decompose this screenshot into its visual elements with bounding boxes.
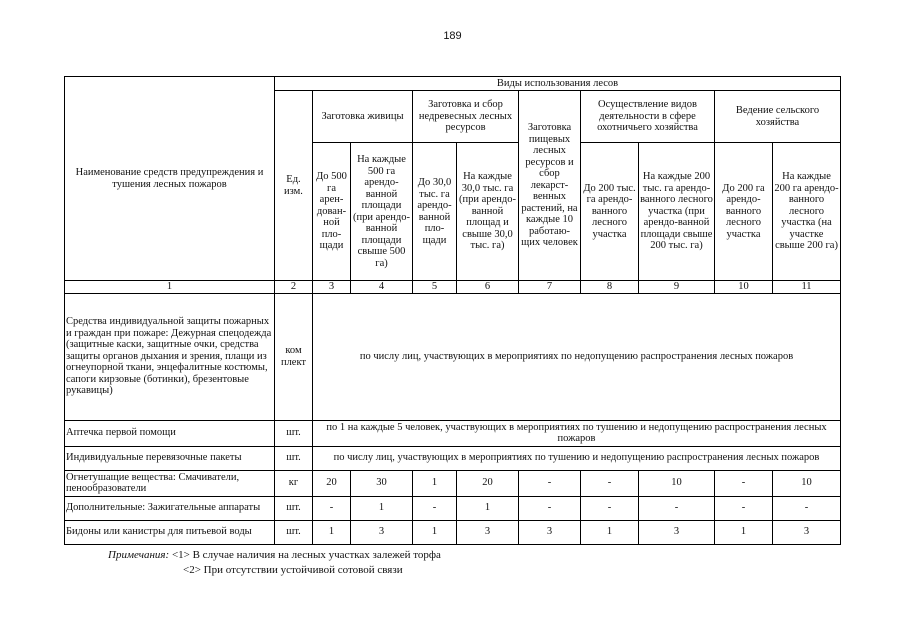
row-value: 1 — [413, 520, 457, 544]
header-unit: Ед. изм. — [275, 91, 313, 281]
table-row — [65, 520, 841, 544]
row-value: 3 — [457, 520, 519, 544]
header-group-title: Виды использования лесов — [275, 77, 841, 91]
row-value: 10 — [639, 470, 715, 496]
row-unit: шт. — [275, 420, 313, 446]
row-value: 1 — [715, 520, 773, 544]
table-row — [65, 420, 841, 446]
row-value: - — [581, 496, 639, 520]
header-name: Наименование средств предупреждения и тушения лесных пожаров — [65, 77, 275, 281]
col-num: 11 — [773, 281, 841, 294]
row-value: - — [715, 496, 773, 520]
col-num: 7 — [519, 281, 581, 294]
header-sub-6: На каждые 30,0 тыс. га (при арендо-ванной площад и свыше 30,0 тыс. га) — [457, 143, 519, 281]
header-group-2: Заготовка и сбор недревесных лесных ресурсов — [413, 91, 519, 143]
row-name: Средства индивидуальной защиты пожарных и граждан при пожаре: Дежурная спецодежда (защитные каски, защитные очки, средства защиты органов дыхания и зрения, плащи из огнеупорной ткани, энцефалитные костюмы, сапоги кирзовые (ботинки), брезентовые рукавицы) — [65, 293, 275, 420]
row-merged-value: по 1 на каждые 5 человек, участвующих в мероприятиях по тушению и недопущению распространения лесных пожаров — [313, 420, 841, 446]
col-num: 6 — [457, 281, 519, 294]
col-num: 3 — [313, 281, 351, 294]
note-2: <2> При отсутствии устойчивой сотовой связи — [183, 564, 403, 576]
row-value: - — [519, 470, 581, 496]
row-value: 3 — [351, 520, 413, 544]
row-value: - — [519, 496, 581, 520]
header-group-4: Осуществление видов деятельности в сфере охотничьего хозяйства — [581, 91, 715, 143]
row-value: - — [313, 496, 351, 520]
row-name: Индивидуальные перевязочные пакеты — [65, 446, 275, 470]
table-row — [65, 446, 841, 470]
header-sub-9: На каждые 200 тыс. га арендо-ванного лесного участка (при арендо-ванной площади свыше 200 тыс. га) — [639, 143, 715, 281]
col-num: 8 — [581, 281, 639, 294]
row-value: 1 — [581, 520, 639, 544]
row-value: 10 — [773, 470, 841, 496]
row-value: 1 — [457, 496, 519, 520]
col-num: 10 — [715, 281, 773, 294]
row-value: - — [639, 496, 715, 520]
header-group-5: Ведение сельского хозяйства — [715, 91, 841, 143]
row-value: 3 — [519, 520, 581, 544]
table-row — [65, 293, 841, 420]
row-value: 30 — [351, 470, 413, 496]
row-name: Бидоны или канистры для питьевой воды — [65, 520, 275, 544]
row-name: Дополнительные: Зажигательные аппараты — [65, 496, 275, 520]
table-row — [65, 470, 841, 496]
row-value: - — [413, 496, 457, 520]
row-value: - — [581, 470, 639, 496]
row-value: 3 — [773, 520, 841, 544]
header-group-3: Заготовка пищевых лесных ресурсов и сбор лекарст-венных растений, на каждые 10 работаю-щих человек — [519, 91, 581, 281]
col-num: 1 — [65, 281, 275, 294]
row-value: - — [715, 470, 773, 496]
row-name: Огнетушащие вещества: Смачиватели, пенообразователи — [65, 470, 275, 496]
row-value: 20 — [313, 470, 351, 496]
note-line-1 — [108, 548, 441, 563]
notes-label: Примечания: — [108, 549, 170, 561]
header-sub-10: До 200 га арендо-ванного лесного участка — [715, 143, 773, 281]
row-unit: ком плект — [275, 293, 313, 420]
row-merged-value: по числу лиц, участвующих в мероприятиях по тушению и недопущению распространения лесных пожаров — [313, 446, 841, 470]
fire-equipment-table — [64, 76, 841, 545]
header-sub-4: На каждые 500 га арендо-ванной площади (при арендо-ванной площади свыше 500 га) — [351, 143, 413, 281]
header-sub-8: До 200 тыс. га арендо-ванного лесного участка — [581, 143, 639, 281]
row-value: 20 — [457, 470, 519, 496]
header-sub-11: На каждые 200 га арендо-ванного лесного участка (на участке свыше 200 га) — [773, 143, 841, 281]
col-num: 4 — [351, 281, 413, 294]
header-sub-3: До 500 га арен-дован-ной пло-щади — [313, 143, 351, 281]
row-value: - — [773, 496, 841, 520]
row-unit: шт. — [275, 496, 313, 520]
header-sub-5: До 30,0 тыс. га арендо-ванной пло-щади — [413, 143, 457, 281]
row-unit: шт. — [275, 520, 313, 544]
row-merged-value: по числу лиц, участвующих в мероприятиях по недопущению распространения лесных пожаров — [313, 293, 841, 420]
page-number: 189 — [443, 30, 462, 42]
col-num: 5 — [413, 281, 457, 294]
notes — [108, 548, 441, 578]
note-1: <1> В случае наличия на лесных участках залежей торфа — [171, 549, 441, 561]
row-value: 3 — [639, 520, 715, 544]
header-group-1: Заготовка живицы — [313, 91, 413, 143]
row-unit: кг — [275, 470, 313, 496]
row-value: 1 — [413, 470, 457, 496]
col-num: 9 — [639, 281, 715, 294]
row-value: 1 — [351, 496, 413, 520]
table-row — [65, 496, 841, 520]
col-num: 2 — [275, 281, 313, 294]
row-value: 1 — [313, 520, 351, 544]
row-name: Аптечка первой помощи — [65, 420, 275, 446]
row-unit: шт. — [275, 446, 313, 470]
